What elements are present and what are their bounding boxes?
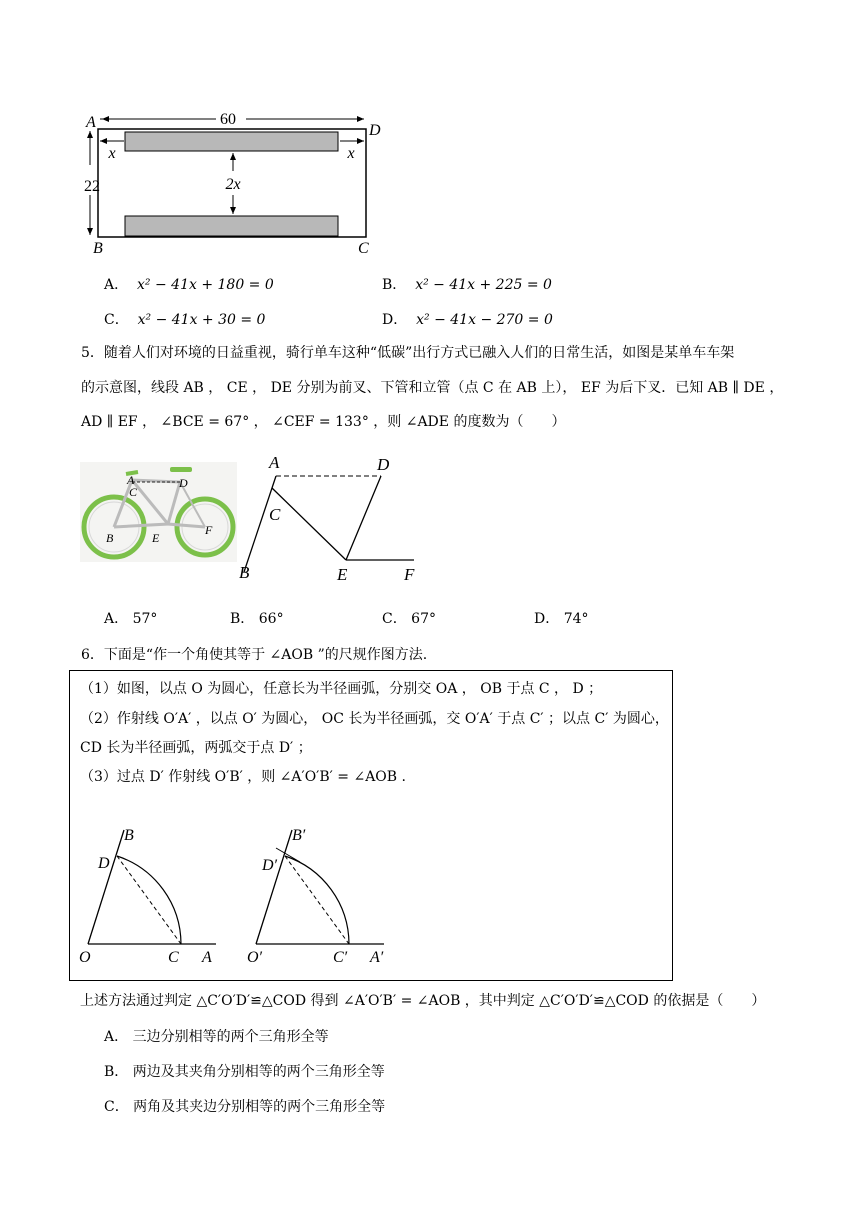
option-text: 两边及其夹角分别相等的两个三角形全等 bbox=[132, 1064, 385, 1080]
q6-option-b[interactable] bbox=[104, 1062, 385, 1082]
option-letter: A． bbox=[104, 277, 129, 293]
q5-point-C: C bbox=[269, 505, 281, 524]
option-letter: D． bbox=[382, 312, 408, 328]
q5-point-D: D bbox=[377, 455, 390, 474]
option-text: 两角及其夹边分别相等的两个三角形全等 bbox=[133, 1099, 386, 1115]
option-letter: A． bbox=[104, 611, 129, 627]
fig1-point-D: D bbox=[98, 855, 110, 872]
q6-option-a[interactable] bbox=[104, 1027, 329, 1047]
photo-label-A: A bbox=[127, 473, 135, 487]
q4-option-c[interactable] bbox=[104, 310, 265, 330]
option-text: 57° bbox=[132, 611, 158, 627]
q5-frame-diagram bbox=[234, 450, 424, 590]
fig2-point-C: C′ bbox=[333, 949, 348, 966]
q6-step2a: （2）作射线 O′A′ ，以点 O′ 为圆心， OC 长为半径画弧，交 O′A′ 于点 C′ ；以点 C′ 为圆心， bbox=[80, 711, 669, 727]
option-text: 74° bbox=[563, 611, 589, 627]
fig1-point-C: C bbox=[168, 949, 179, 966]
photo-label-B: B bbox=[106, 531, 114, 545]
q4-label-60: 60 bbox=[220, 111, 236, 128]
q5-option-a[interactable] bbox=[104, 609, 157, 629]
q6-figure-original-angle bbox=[74, 820, 234, 970]
photo-label-D: D bbox=[179, 476, 188, 490]
option-text: 三边分别相等的两个三角形全等 bbox=[132, 1029, 329, 1045]
photo-label-F: F bbox=[205, 523, 213, 537]
q6-figure-constructed-angle bbox=[242, 820, 402, 970]
photo-label-C: C bbox=[129, 485, 138, 499]
option-letter: B． bbox=[104, 1064, 129, 1080]
q5-text-line2: 的示意图，线段 AB ， CE ， DE 分别为前叉、下管和立管（点 C 在 AB 上）， EF 为后下叉．已知 AB ∥ DE ， bbox=[81, 380, 784, 396]
option-text: x² − 41x + 30 = 0 bbox=[137, 312, 266, 328]
q4-point-B: B bbox=[93, 240, 103, 257]
fig2-point-A: A′ bbox=[370, 949, 384, 966]
q4-point-D: D bbox=[369, 122, 381, 139]
q4-label-2x: 2x bbox=[225, 176, 241, 193]
q4-rectangle-figure bbox=[78, 105, 388, 260]
option-letter: C． bbox=[104, 312, 129, 328]
q5-point-F: F bbox=[404, 565, 415, 584]
fig1-point-B: B bbox=[124, 827, 134, 844]
photo-label-E: E bbox=[152, 531, 160, 545]
q4-option-d[interactable] bbox=[382, 310, 553, 330]
q5-point-E: E bbox=[337, 565, 348, 584]
q5-option-b[interactable] bbox=[230, 609, 284, 629]
q4-option-a[interactable] bbox=[104, 275, 274, 295]
q6-step3: （3）过点 D′ 作射线 O′B′ ，则 ∠A′O′B′ = ∠AOB . bbox=[80, 769, 406, 785]
q6-step1: （1）如图，以点 O 为圆心，任意长为半径画弧，分别交 OA ， OB 于点 C ， D ； bbox=[80, 681, 603, 697]
option-letter: B． bbox=[382, 277, 407, 293]
q5-option-d[interactable] bbox=[534, 609, 589, 629]
q4-label-22: 22 bbox=[84, 178, 100, 195]
fig2-point-O: O′ bbox=[247, 949, 263, 966]
q6-intro: 6．下面是“作一个角使其等于 ∠AOB ”的尺规作图方法. bbox=[81, 647, 428, 663]
option-letter: B． bbox=[230, 611, 255, 627]
q5-point-B: B bbox=[239, 563, 250, 582]
q5-point-A: A bbox=[269, 453, 280, 472]
fig2-point-B: B′ bbox=[292, 827, 306, 844]
fig1-point-A: A bbox=[202, 949, 212, 966]
q5-option-c[interactable] bbox=[382, 609, 436, 629]
fig2-point-D: D′ bbox=[262, 857, 278, 874]
option-text: 66° bbox=[258, 611, 284, 627]
q4-point-C: C bbox=[358, 240, 369, 257]
option-letter: C． bbox=[382, 611, 407, 627]
option-text: x² − 41x − 270 = 0 bbox=[416, 312, 553, 328]
q5-text-line1: 5．随着人们对环境的日益重视，骑行单车这种“低碳”出行方式已融入人们的日常生活，如图是某单车车架 bbox=[81, 345, 735, 361]
q4-label-x-right: x bbox=[347, 145, 355, 162]
option-letter: D． bbox=[534, 611, 560, 627]
q4-point-A: A bbox=[86, 114, 96, 131]
q4-top-strip bbox=[125, 132, 338, 151]
q4-bottom-strip bbox=[125, 216, 338, 236]
bicycle-photo bbox=[80, 462, 237, 562]
q6-question: 上述方法通过判定 △C′O′D′≌△COD 得到 ∠A′O′B′ = ∠AOB ，其中判定 △C′O′D′≌△COD 的依据是（ ） bbox=[80, 993, 766, 1009]
fig1-point-O: O bbox=[79, 949, 91, 966]
q4-label-x-left: x bbox=[108, 145, 116, 162]
option-text: x² − 41x + 225 = 0 bbox=[415, 277, 552, 293]
q5-text-line3: AD ∥ EF ， ∠BCE = 67° ， ∠CEF = 133° ，则 ∠ADE 的度数为（ ） bbox=[81, 414, 566, 430]
option-letter: C． bbox=[104, 1099, 129, 1115]
option-text: x² − 41x + 180 = 0 bbox=[137, 277, 274, 293]
option-letter: A． bbox=[104, 1029, 129, 1045]
option-text: 67° bbox=[411, 611, 436, 627]
q4-option-b[interactable] bbox=[382, 275, 552, 295]
q6-step2b: CD 长为半径画弧，两弧交于点 D′ ； bbox=[80, 740, 312, 756]
q6-option-c[interactable] bbox=[104, 1097, 385, 1117]
